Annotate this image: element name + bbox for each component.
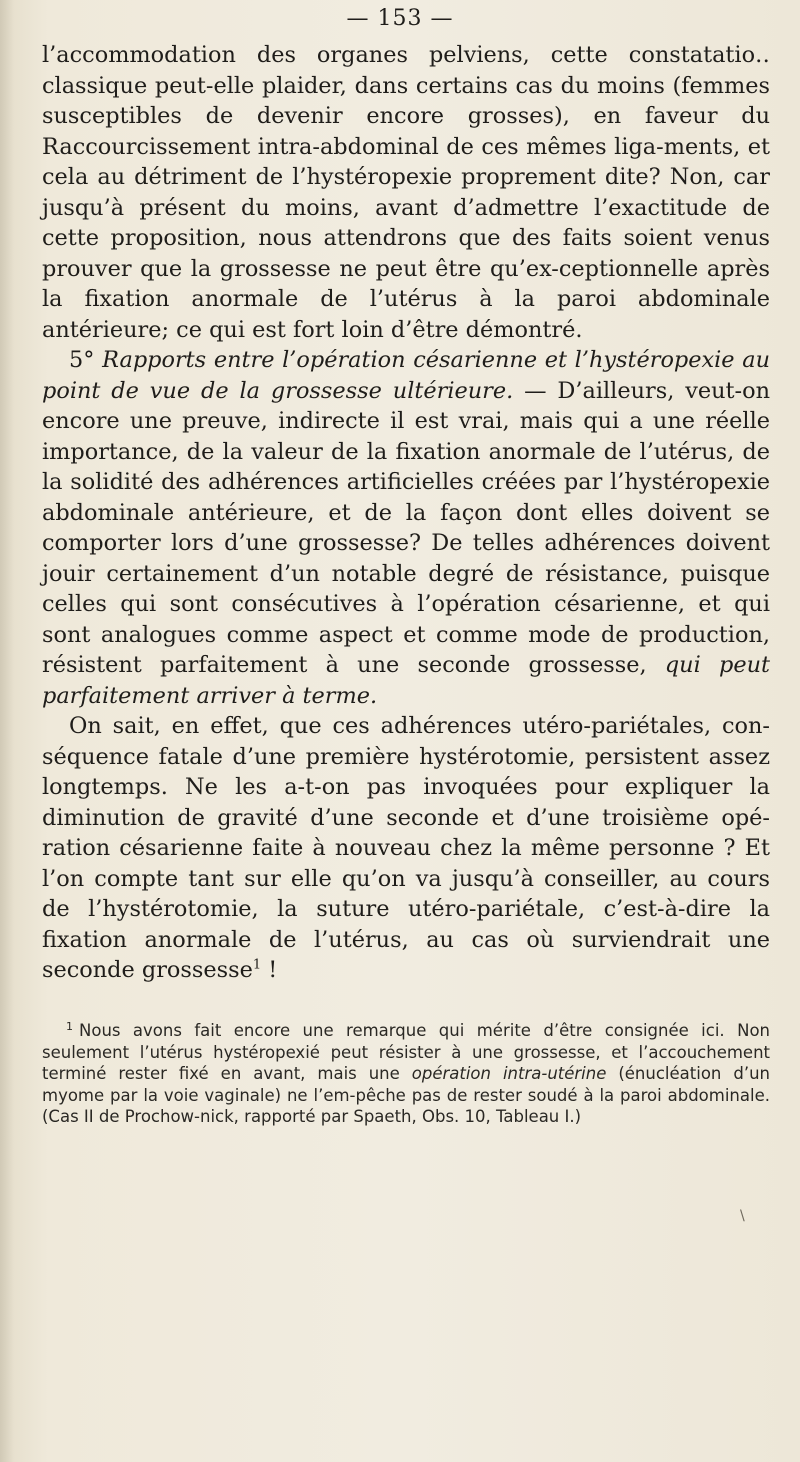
text-run: Nous avons fait encore une remarque qui mérite d’être consignée ici. Non seulement l’utérus hystéropexié peut résister à une grossesse, et l’accouchement terminé rester fixé en avant, mais une [42, 1021, 770, 1083]
paragraph-1 [42, 40, 770, 345]
text-run: 5° [69, 347, 103, 373]
footnote-text [42, 1021, 770, 1126]
stray-mark: \ [740, 1208, 745, 1224]
italic-run: Rapports entre l’opération césarienne et l’hystéropexie au point de vue de la grossesse ultérieure. [42, 347, 770, 404]
italic-run: qui peut parfaitement arriver à terme. [42, 652, 770, 709]
paragraph-3 [42, 711, 770, 986]
text-run: (énucléation d’un myome par la voie vaginale) ne l’em-pêche pas de rester soudé à la paroi abdominale. (Cas II de Prochow-nick, rapporté par Spaeth, Obs. 10, Tableau I.) [42, 1064, 770, 1126]
italic-run: opération intra-utérine [411, 1064, 607, 1083]
paragraph-2-section-5 [42, 345, 770, 711]
text-run: ! [261, 957, 278, 983]
text-run: On sait, en effet, que ces adhérences utéro-pariétales, con-séquence fatale d’une première hystérotomie, persistent assez longtemps. Ne les a-t-on pas invoquées pour expliquer la diminution de gravité d’une seconde et d’une troisième opé-ration césarienne faite à nouveau chez la même personne ? Et l’on compte tant sur elle qu’on va jusqu’à conseiller, au cours de l’hystérotomie, la suture utéro-pariétale, c’est-à-dire la fixation anormale de l’utérus, au cas où surviendrait une seconde grossesse [42, 713, 770, 983]
body-text [42, 40, 770, 986]
text-run: — D’ailleurs, veut-on encore une preuve, indirecte il est vrai, mais qui a une réelle importance, de la valeur de la fixation anormale de l’utérus, de la solidité des adhérences artificielles créées par l’hystéropexie abdominale antérieure, et de la façon dont elles doivent se comporter lors d’une grossesse? De telles adhérences doivent jouir certainement d’un notable degré de résistance, puisque celles qui sont consécutives à l’opération césarienne, et qui sont analogues comme aspect et comme mode de production, résistent parfaitement à une seconde grossesse, [42, 377, 771, 678]
page-number: — 153 — [346, 6, 454, 31]
footnote-marker: 1 [66, 1019, 73, 1033]
page-gutter-shadow [0, 0, 14, 1462]
footnote-reference: 1 [252, 957, 262, 973]
footnote [42, 1020, 770, 1128]
text-run: l’accommodation des organes pelviens, cette constatatio‥ classique peut-elle plaider, dans certains cas du moins (femmes susceptibles de devenir encore grosses), en faveur du Raccourcissement intra-abdominal de ces mêmes liga-ments, et cela au détriment de l’hystéropexie proprement dite? Non, car jusqu’à présent du moins, avant d’admettre l’exactitude de cette proposition, nous attendrons que des faits soient venus prouver que la grossesse ne peut être qu’ex-ceptionnelle après la fixation anormale de l’utérus à la paroi abdominale antérieure; ce qui est fort loin d’être démontré. [42, 42, 770, 343]
